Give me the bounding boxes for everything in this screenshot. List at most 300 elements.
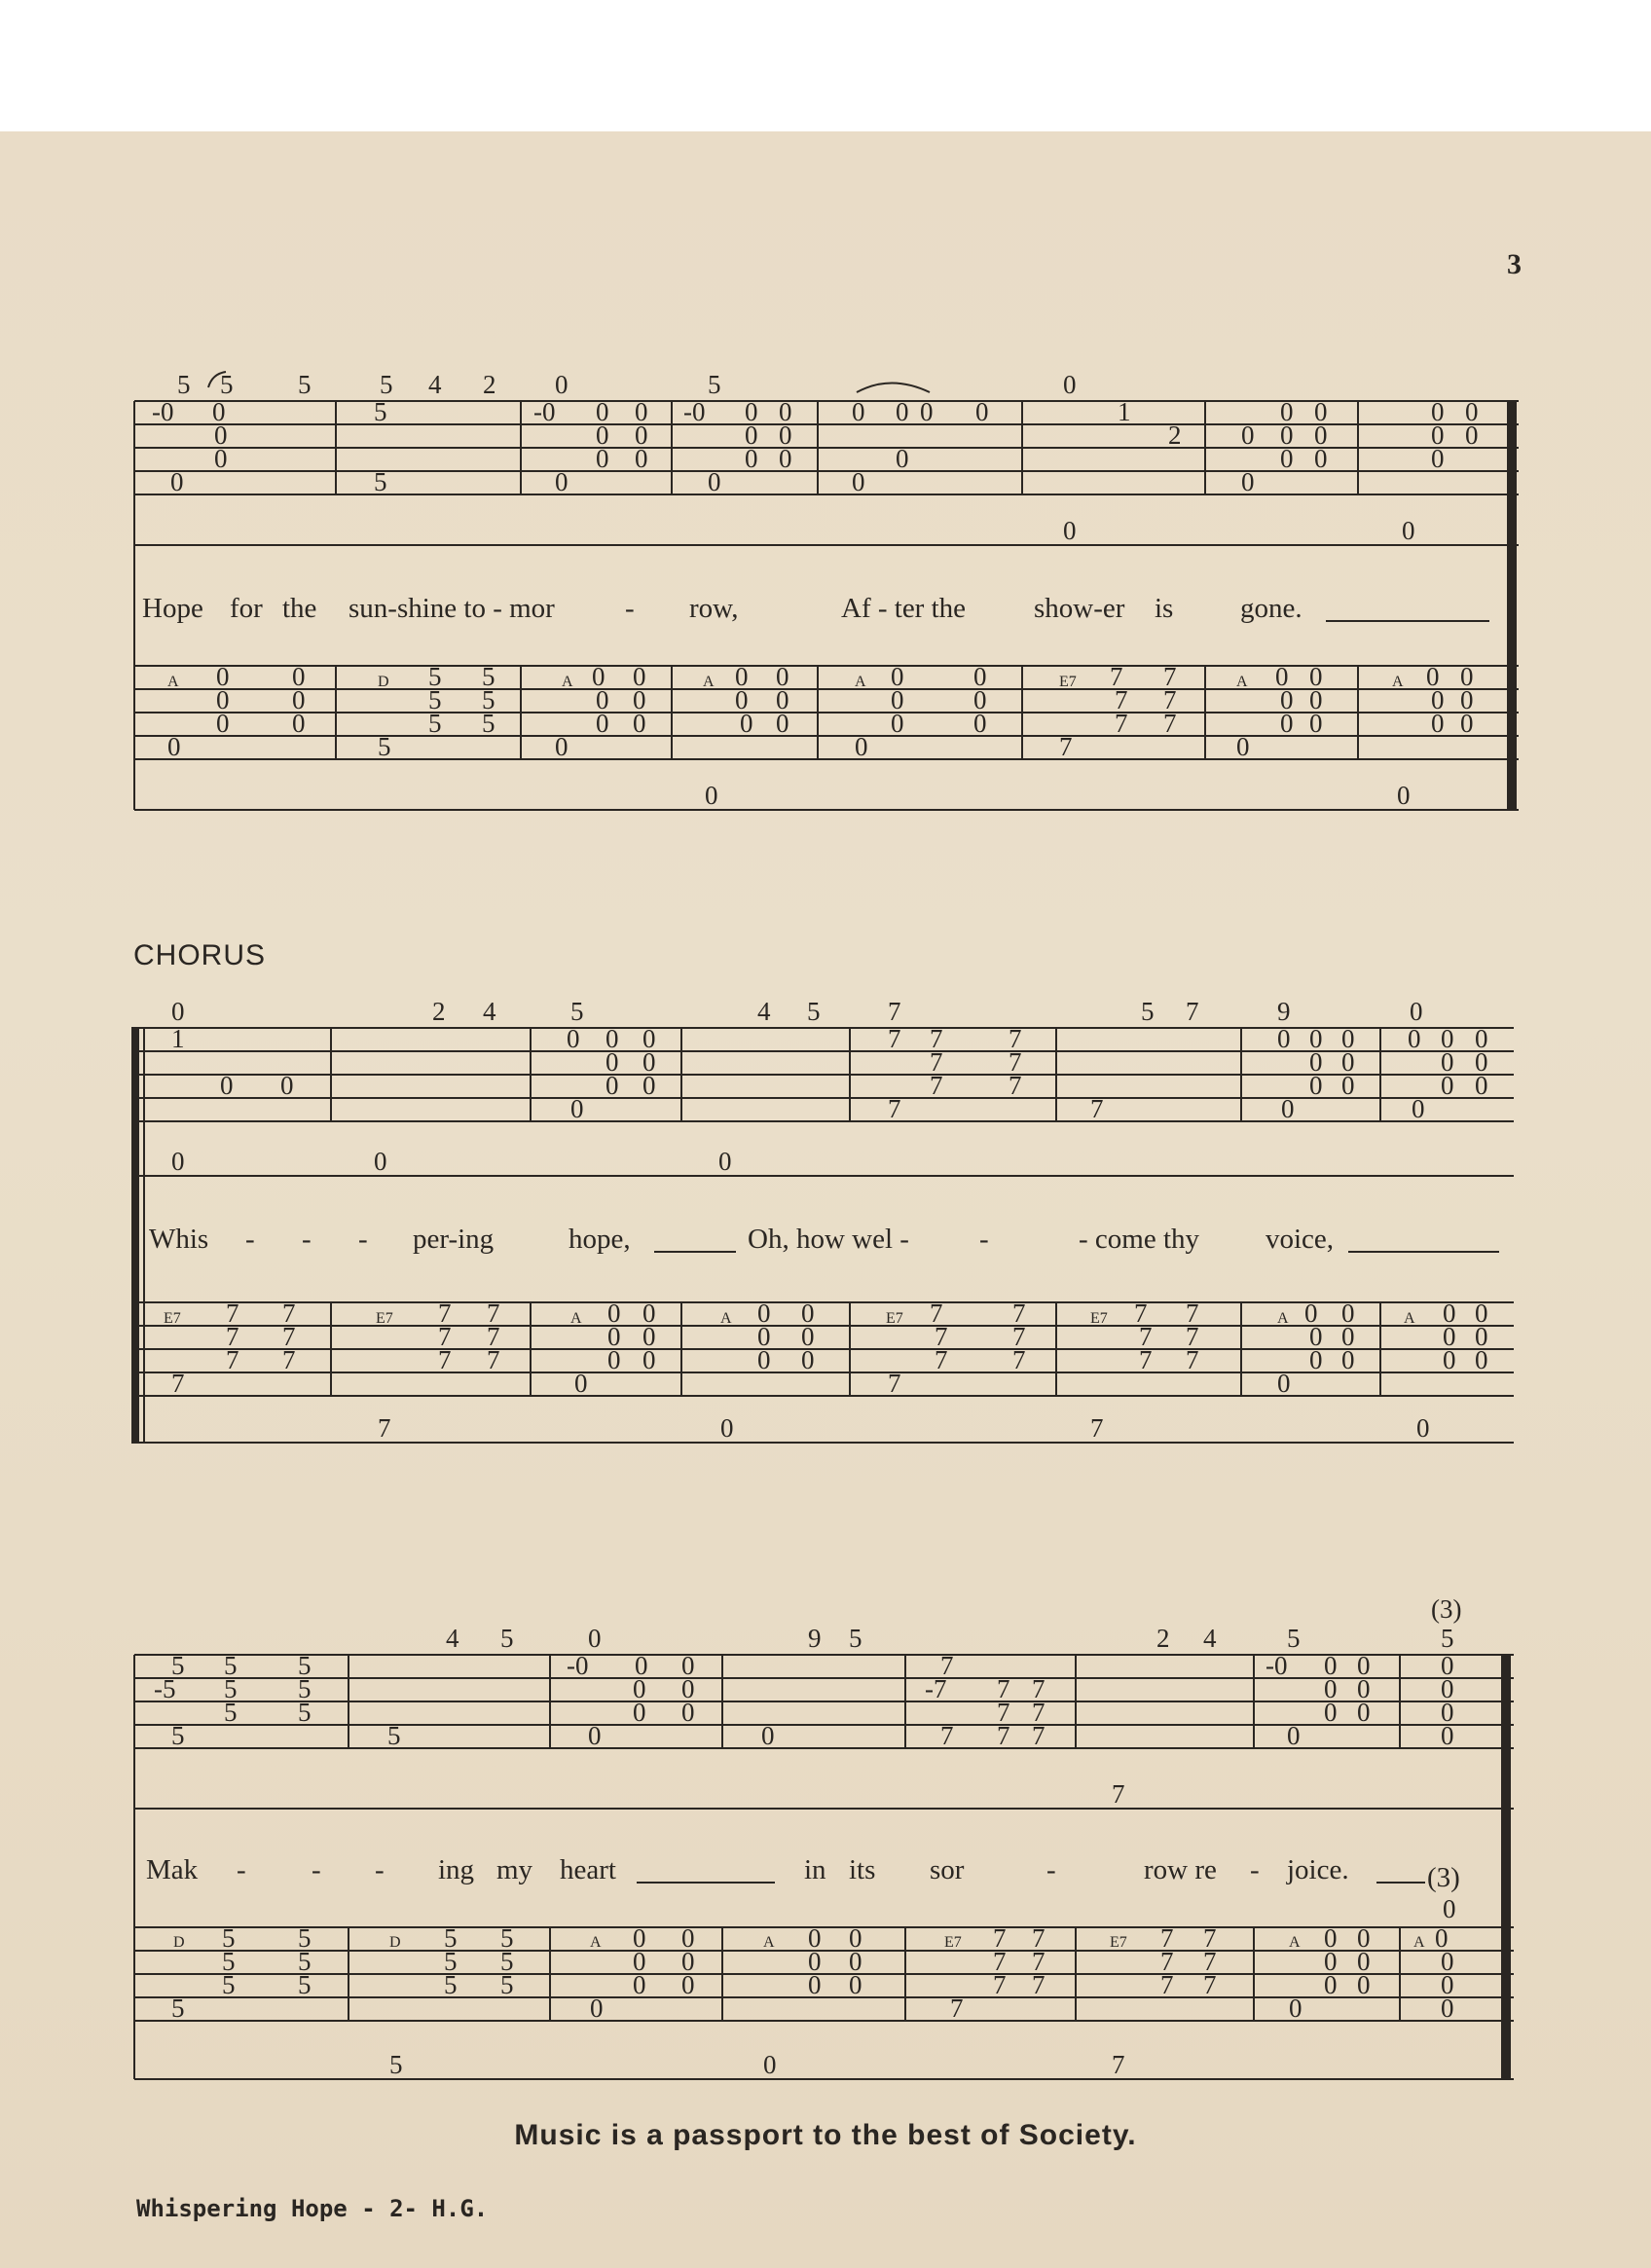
tab-note: 5 (298, 1947, 312, 1976)
tab-note: 0 (1314, 444, 1328, 473)
lyric-word: - (625, 593, 635, 624)
tab-note: 0 (642, 1024, 656, 1053)
chord-name: E7 (1090, 1310, 1108, 1327)
tab-note: 0 (973, 662, 987, 691)
tab-note: 0 (896, 397, 909, 426)
start-barline (131, 1028, 139, 1443)
tab-system-2 (0, 993, 1651, 1460)
tab-note: 0 (801, 1299, 815, 1328)
tab-note: 0 (745, 444, 758, 473)
tab-note: 0 (555, 732, 569, 761)
tab-note: 0 (1443, 1322, 1456, 1351)
tab-note: 0 (1357, 1651, 1371, 1680)
tab-note: 7 (1160, 1923, 1174, 1953)
tab-note: -5 (154, 1674, 176, 1703)
tab-note: 0 (808, 1923, 822, 1953)
top-number: 9 (808, 1624, 822, 1653)
top-number: 4 (1203, 1624, 1217, 1653)
lyric-word: - (1046, 1854, 1056, 1885)
tab-note: 7 (487, 1345, 500, 1374)
tab-note: 0 (763, 2050, 777, 2079)
tab-note: 0 (757, 1299, 771, 1328)
tab-note: 0 (1475, 1299, 1488, 1328)
lyric-word: voice, (1266, 1224, 1335, 1255)
tab-note: 0 (1341, 1345, 1355, 1374)
tab-note: 0 (220, 1071, 234, 1100)
top-number: 5 (500, 1624, 514, 1653)
tab-note: -0 (567, 1651, 589, 1680)
lyrics-line (146, 1854, 1460, 1893)
tab-note: 7 (282, 1299, 296, 1328)
tab-note: 7 (1186, 1322, 1199, 1351)
tab-note: 0 (1324, 1923, 1338, 1953)
tab-note: 5 (224, 1674, 238, 1703)
tab-note: 0 (1309, 1024, 1323, 1053)
tab-note: 5 (171, 1651, 185, 1680)
tab-note: 7 (1032, 1923, 1046, 1953)
tab-note: 7 (171, 1369, 185, 1398)
tab-note: 0 (1289, 1994, 1302, 2023)
tab-note: 0 (1441, 1721, 1454, 1750)
chord-name: A (855, 674, 866, 690)
tab-note: 0 (1280, 397, 1294, 426)
tab-note: 0 (1431, 421, 1445, 450)
tab-note: 5 (224, 1698, 238, 1727)
tab-note: 0 (1397, 781, 1411, 810)
lyric-word: sun-shine to - mor (349, 593, 555, 624)
tab-note: 0 (718, 1147, 732, 1176)
tab-note: 0 (642, 1047, 656, 1077)
tab-note: 5 (298, 1674, 312, 1703)
tab-note: 7 (1110, 662, 1123, 691)
tab-note: 7 (1032, 1698, 1046, 1727)
tab-note: 7 (1186, 1345, 1199, 1374)
chord-name: E7 (164, 1310, 181, 1327)
tab-note: 0 (779, 397, 792, 426)
top-number: 5 (1287, 1624, 1301, 1653)
tab-note: 0 (1309, 1071, 1323, 1100)
tab-note: 7 (993, 1970, 1007, 1999)
tab-note: 0 (1357, 1923, 1371, 1953)
tab-note: 0 (801, 1322, 815, 1351)
tab-note: 0 (1324, 1674, 1338, 1703)
top-number: 2 (432, 997, 446, 1026)
tab-note: 0 (1426, 662, 1440, 691)
tab-note: 0 (1241, 467, 1255, 496)
tab-note: 0 (633, 709, 646, 738)
tab-note: 0 (801, 1345, 815, 1374)
lyric-word: Oh, how wel - (748, 1224, 909, 1255)
chorus-label: CHORUS (133, 939, 267, 971)
tab-note: 0 (167, 732, 181, 761)
tab-note: 7 (487, 1322, 500, 1351)
tab-note: 0 (776, 709, 789, 738)
tab-note: 5 (171, 1994, 185, 2023)
tab-note: 0 (708, 467, 721, 496)
tab-note: 7 (1009, 1047, 1022, 1077)
chord-name: A (1404, 1310, 1415, 1327)
tab-note: 7 (935, 1322, 948, 1351)
tab-note: 0 (1465, 421, 1479, 450)
top-numbers (446, 1596, 1461, 1653)
tab-note: 0 (642, 1322, 656, 1351)
tab-note: -0 (152, 397, 174, 426)
top-number: 2 (483, 370, 496, 399)
tab-note: 0 (920, 397, 934, 426)
tab-note: 0 (849, 1947, 862, 1976)
lyric-word: gone. (1240, 593, 1302, 624)
tab-note: 7 (1009, 1071, 1022, 1100)
tab-note: 0 (681, 1698, 695, 1727)
tab-note: 0 (1304, 1299, 1318, 1328)
tab-note: 7 (1203, 1970, 1217, 1999)
lyric-word: its (849, 1854, 876, 1885)
top-number: 0 (171, 997, 185, 1026)
chord-name: A (1392, 674, 1404, 690)
tab-note: 0 (216, 662, 230, 691)
tab-note: -0 (683, 397, 706, 426)
tab-note: 0 (596, 709, 609, 738)
tab-note: 0 (1443, 1299, 1456, 1328)
tab-note: 0 (635, 444, 648, 473)
tab-note: 0 (1441, 1071, 1454, 1100)
tab-note: 0 (745, 397, 758, 426)
tab-note: 7 (1203, 1923, 1217, 1953)
tab-note: 7 (1203, 1947, 1217, 1976)
tab-note: 0 (1314, 397, 1328, 426)
tab-note: 5 (444, 1970, 458, 1999)
chord-name: A (720, 1310, 732, 1327)
tab-note: 0 (1412, 1094, 1425, 1123)
tab-note: 0 (1236, 732, 1250, 761)
tab-note: 0 (681, 1651, 695, 1680)
chord-name: E7 (944, 1934, 962, 1951)
tab-note: 0 (1357, 1970, 1371, 1999)
tab-note: 0 (681, 1970, 695, 1999)
tab-note: 7 (438, 1299, 452, 1328)
tab-note: 0 (855, 732, 868, 761)
tab-note: 0 (216, 709, 230, 738)
tab-note: 7 (930, 1047, 943, 1077)
tab-note: 7 (950, 1994, 964, 2023)
top-number: 5 (1441, 1624, 1454, 1653)
tab-system-1 (0, 360, 1651, 827)
chord-name: D (389, 1934, 401, 1951)
lyric-word: - (979, 1224, 989, 1255)
lyric-marker: (3) (1427, 1862, 1460, 1893)
tab-note: 0 (1277, 1369, 1291, 1398)
tab-note: 0 (633, 1674, 646, 1703)
tab-note: 0 (779, 421, 792, 450)
tab-note: 0 (605, 1047, 619, 1077)
tab-note: 7 (1032, 1970, 1046, 1999)
tab-note: 5 (482, 662, 495, 691)
tab-note: 0 (1441, 1047, 1454, 1077)
tab-note: 5 (482, 685, 495, 714)
tab-note: 0 (1324, 1970, 1338, 1999)
tab-note: 0 (779, 444, 792, 473)
chord-name: A (763, 1934, 775, 1951)
lyric-word: heart (560, 1854, 616, 1885)
tab-note: 0 (975, 397, 989, 426)
tab-note: 0 (212, 397, 226, 426)
tab-note: 0 (1287, 1721, 1301, 1750)
tab-note: 0 (1441, 1674, 1454, 1703)
top-number: 4 (483, 997, 496, 1026)
tab-note: 5 (428, 685, 442, 714)
tab-note: 0 (973, 685, 987, 714)
tab-note: 7 (997, 1674, 1010, 1703)
tab-note: 7 (378, 1413, 391, 1443)
tab-note: 0 (720, 1413, 734, 1443)
tab-note: 0 (896, 444, 909, 473)
tab-note: 7 (1059, 732, 1073, 761)
lyric-word: in (804, 1854, 826, 1885)
tab-note: 0 (735, 685, 749, 714)
tab-note: 0 (633, 1970, 646, 1999)
tab-note: 0 (1241, 421, 1255, 450)
tab-note: 0 (1280, 709, 1294, 738)
tab-note: 0 (596, 421, 609, 450)
tab-note: 0 (642, 1345, 656, 1374)
tab-note: 0 (1431, 397, 1445, 426)
tab-note: 0 (633, 1698, 646, 1727)
tab-note: 7 (1160, 1947, 1174, 1976)
tab-note: 7 (1012, 1345, 1026, 1374)
tie-slur (857, 384, 930, 393)
tab-note: 7 (997, 1698, 1010, 1727)
tab-note: 7 (1134, 1299, 1148, 1328)
page-number: 3 (1507, 248, 1522, 280)
lyric-word: per-ing (413, 1224, 495, 1255)
tab-note: 0 (808, 1970, 822, 1999)
tab-note: 0 (170, 467, 184, 496)
tab-note: 0 (1357, 1698, 1371, 1727)
lyric-word: row, (689, 593, 739, 624)
chord-name: E7 (376, 1310, 393, 1327)
tab-note: 0 (374, 1147, 387, 1176)
tab-notes-bass (171, 1923, 1454, 2079)
tab-note: 1 (171, 1024, 185, 1053)
tab-note: 0 (1431, 685, 1445, 714)
top-number: 0 (588, 1624, 602, 1653)
tab-note: 7 (888, 1369, 901, 1398)
tab-note: 0 (574, 1369, 588, 1398)
tab-note: 7 (1009, 1024, 1022, 1053)
tab-note: 0 (1275, 662, 1289, 691)
top-number: 5 (380, 370, 393, 399)
lyric-word: show-er (1034, 593, 1125, 624)
tab-note: 0 (776, 685, 789, 714)
tab-note: 0 (635, 421, 648, 450)
tab-note: 5 (171, 1721, 185, 1750)
tab-note: 0 (808, 1947, 822, 1976)
tab-note: 7 (1012, 1299, 1026, 1328)
tab-note: 0 (1460, 709, 1474, 738)
tab-note: 5 (482, 709, 495, 738)
tab-note: 0 (633, 662, 646, 691)
top-number: 7 (888, 997, 901, 1026)
top-number: 5 (849, 1624, 862, 1653)
chord-name: A (167, 674, 179, 690)
tab-note: 0 (1460, 662, 1474, 691)
tab-note: 0 (1441, 1994, 1454, 2023)
tab-note: 0 (607, 1345, 621, 1374)
tab-note: 0 (607, 1299, 621, 1328)
tab-note: 0 (735, 662, 749, 691)
tab-note: 0 (292, 662, 306, 691)
tab-note: 0 (635, 397, 648, 426)
tab-note: 5 (500, 1923, 514, 1953)
lyric-word: Hope (142, 593, 203, 624)
top-number: 0 (1063, 370, 1077, 399)
tab-note: 7 (1163, 662, 1177, 691)
tab-note: 7 (1163, 685, 1177, 714)
tab-note: 0 (1309, 662, 1323, 691)
top-number: 0 (555, 370, 569, 399)
tab-note: 7 (1163, 709, 1177, 738)
tab-note: 7 (1032, 1721, 1046, 1750)
tab-note: 0 (171, 1147, 185, 1176)
tab-note: 5 (298, 1970, 312, 1999)
tab-note: 5 (389, 2050, 403, 2079)
tab-note: 7 (888, 1094, 901, 1123)
tab-note: 7 (1112, 1779, 1125, 1809)
tab-note: 0 (1324, 1651, 1338, 1680)
tab-note: 7 (940, 1651, 954, 1680)
final-barline (1501, 1655, 1511, 2079)
tab-note: 5 (298, 1923, 312, 1953)
chord-name: D (378, 674, 389, 690)
tab-note: 5 (374, 467, 387, 496)
tab-note: 0 (1324, 1698, 1338, 1727)
final-barline (1507, 401, 1517, 810)
tab-note: 7 (1090, 1413, 1104, 1443)
tab-note: 0 (1357, 1947, 1371, 1976)
tab-note: 0 (592, 662, 605, 691)
tab-note: 0 (1324, 1947, 1338, 1976)
tab-note: 5 (444, 1923, 458, 1953)
tab-note: 0 (852, 467, 865, 496)
tab-note: 0 (1435, 1923, 1449, 1953)
tab-note: 0 (1441, 1947, 1454, 1976)
tab-note: 0 (596, 685, 609, 714)
tab-note: 5 (444, 1947, 458, 1976)
tab-note: 7 (1090, 1094, 1104, 1123)
bass-marker: 0 (1443, 1894, 1456, 1923)
tab-note: 0 (705, 781, 718, 810)
tab-note: 0 (1431, 444, 1445, 473)
tab-note: 0 (1280, 444, 1294, 473)
lyric-word: - come thy (1079, 1224, 1200, 1255)
lyric-word: - (312, 1854, 321, 1885)
tab-note: 0 (1341, 1322, 1355, 1351)
tab-note: 0 (633, 685, 646, 714)
tab-note: 7 (226, 1299, 239, 1328)
tab-note: 5 (222, 1923, 236, 1953)
chord-name: A (562, 674, 573, 690)
chord-name: A (590, 1934, 602, 1951)
lyric-word: - (375, 1854, 385, 1885)
tab-note: 0 (642, 1299, 656, 1328)
tab-note: 0 (681, 1923, 695, 1953)
tab-note: 0 (1314, 421, 1328, 450)
tab-note: 0 (1408, 1024, 1421, 1053)
tab-note: 0 (1277, 1024, 1291, 1053)
tab-note: 0 (1341, 1071, 1355, 1100)
tab-note: 0 (757, 1322, 771, 1351)
tab-note: 0 (745, 421, 758, 450)
tab-note: 7 (438, 1345, 452, 1374)
top-number: 5 (1141, 997, 1155, 1026)
tab-note: 0 (1357, 1674, 1371, 1703)
tab-note: 0 (1280, 421, 1294, 450)
lyric-word: row re (1144, 1854, 1217, 1885)
tab-note: 7 (930, 1299, 943, 1328)
tab-note: 0 (567, 1024, 580, 1053)
tab-note: 0 (891, 685, 904, 714)
chord-name: A (1236, 674, 1248, 690)
tab-note: 0 (642, 1071, 656, 1100)
chord-names (173, 1934, 1425, 1951)
tab-note: 0 (633, 1923, 646, 1953)
tab-note: 0 (1309, 1345, 1323, 1374)
lyric-word: Whis (149, 1224, 209, 1255)
tab-note: 0 (570, 1094, 584, 1123)
tab-note: 0 (1341, 1299, 1355, 1328)
top-number: 5 (708, 370, 721, 399)
lyric-word: - (358, 1224, 368, 1255)
tab-note: 0 (1309, 685, 1323, 714)
tab-note: 0 (1281, 1094, 1295, 1123)
tab-note: 7 (1032, 1947, 1046, 1976)
tab-note: -0 (1266, 1651, 1288, 1680)
tab-note: 0 (1475, 1071, 1488, 1100)
lyric-word: Af - ter the (841, 593, 967, 624)
repeat-marker: (3) (1431, 1596, 1462, 1624)
tab-note: 0 (1475, 1024, 1488, 1053)
chord-name: D (173, 1934, 185, 1951)
tab-note: 7 (1139, 1345, 1153, 1374)
tab-note: 0 (280, 1071, 294, 1100)
tab-note: 0 (596, 397, 609, 426)
lyric-word: Mak (146, 1854, 199, 1885)
tab-note: -7 (925, 1674, 947, 1703)
top-number: 4 (446, 1624, 459, 1653)
lyric-word: - (302, 1224, 312, 1255)
tab-note: 0 (757, 1345, 771, 1374)
tab-note: 7 (888, 1024, 901, 1053)
tab-note: 0 (973, 709, 987, 738)
tab-note: 0 (588, 1721, 602, 1750)
footer-credit: Whispering Hope - 2- H.G. (136, 2195, 489, 2222)
tab-note: 0 (607, 1322, 621, 1351)
tab-note: 0 (1475, 1345, 1488, 1374)
tab-note: 0 (633, 1947, 646, 1976)
top-number: 4 (757, 997, 771, 1026)
tab-note: 7 (438, 1322, 452, 1351)
tab-note: 0 (590, 1994, 604, 2023)
tab-note: 0 (555, 467, 569, 496)
top-number: 2 (1156, 1624, 1170, 1653)
top-number: 5 (807, 997, 821, 1026)
tab-note: 0 (1475, 1322, 1488, 1351)
tab-note: 5 (378, 732, 391, 761)
top-number: 7 (1186, 997, 1199, 1026)
top-numbers (177, 370, 1077, 399)
tab-note: 0 (849, 1970, 862, 1999)
tab-note: 5 (222, 1970, 236, 1999)
